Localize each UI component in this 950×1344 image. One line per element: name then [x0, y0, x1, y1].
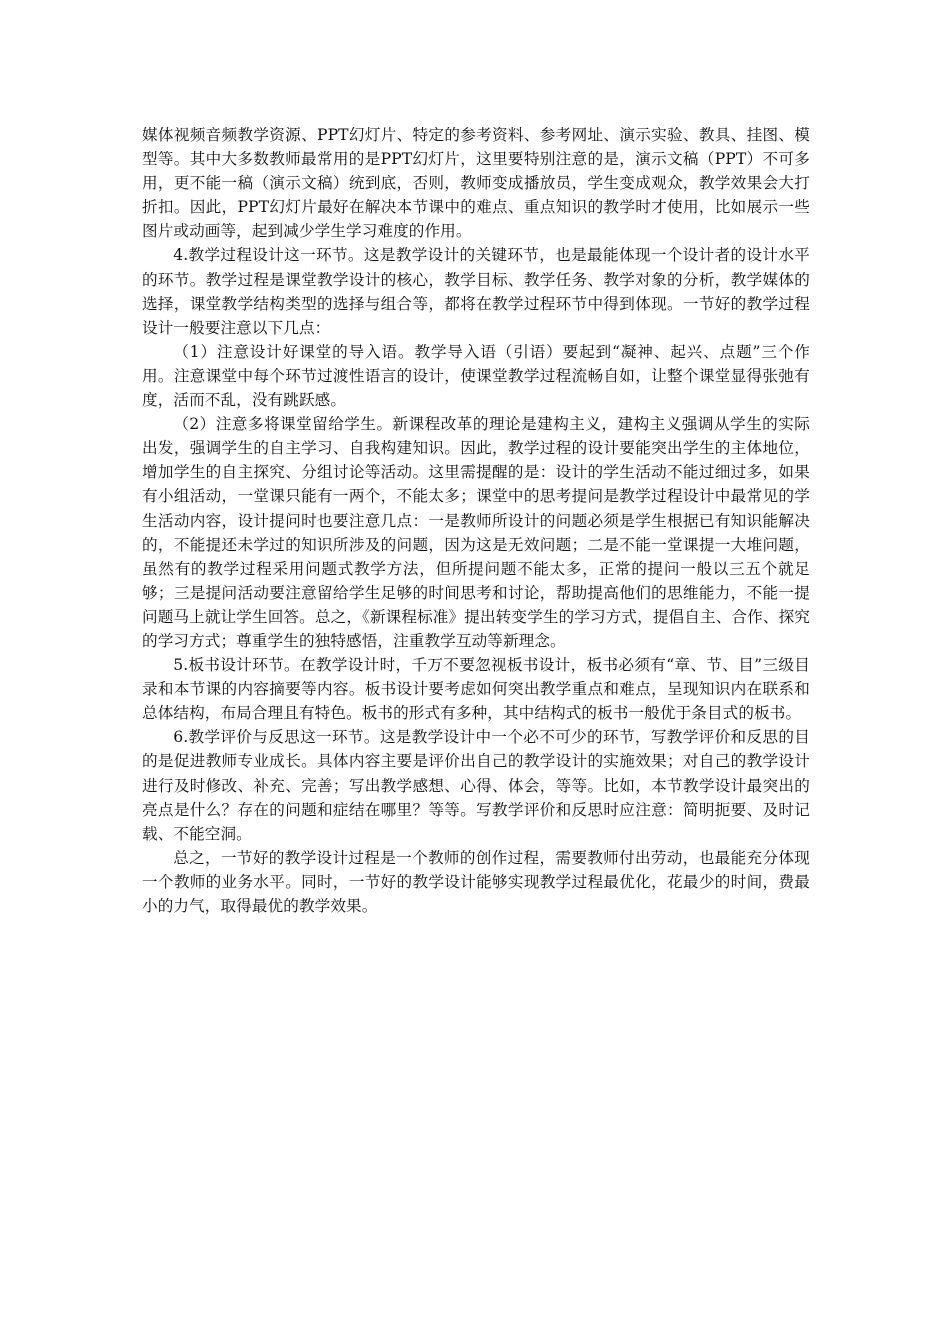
paragraph-blackboard-design: 5.板书设计环节。在教学设计时，千万不要忽视板书设计，板书必须有“章、节、目”三级目录和本节课的内容摘要等内容。板书设计要考虑如何突出教学重点和难点，呈现知识内在联系和总体结构，布局合理且有特色。板书的形式有多种，其中结构式的板书一般优于条目式的板书。 [142, 656, 810, 723]
paragraph-teaching-process: 4.教学过程设计这一环节。这是教学设计的关键环节，也是最能体现一个设计者的设计水平的环节。教学过程是课堂教学设计的核心，教学目标、教学任务、教学对象的分析，教学媒体的选择，课堂教学结构类型的选择与组合等，都将在教学过程环节中得到体现。一节好的教学过程设计一般要注意以下几点： [142, 246, 810, 337]
paragraph-conclusion: 总之，一节好的教学设计过程是一个教师的创作过程，需要教师付出劳动，也最能充分体现一个教师的业务水平。同时，一节好的教学设计能够实现教学过程最优化，花最少的时间，费最小的力气，取得最优的教学效果。 [142, 848, 810, 915]
paragraph-media-resources: 媒体视频音频教学资源、PPT幻灯片、特定的参考资料、参考网址、演示实验、教具、挂图、模型等。其中大多数教师最常用的是PPT幻灯片，这里要特别注意的是，演示文稿（PPT）不可多用，更不能一稿（演示文稿）统到底，否则，教师变成播放员，学生变成观众，教学效果会大打折扣。因此，PPT幻灯片最好在解决本节课中的难点、重点知识的教学时才使用，比如展示一些图片或动画等，起到减少学生学习难度的作用。 [142, 126, 810, 241]
paragraph-student-centered: （2）注意多将课堂留给学生。新课程改革的理论是建构主义，建构主义强调从学生的实际出发，强调学生的自主学习、自我构建知识。因此，教学过程的设计要能突出学生的主体地位，增加学生的自主探究、分组讨论等活动。这里需提醒的是：设计的学生活动不能过细过多，如果有小组活动，一堂课只能有一两个，不能太多；课堂中的思考提问是教学过程设计中最常见的学生活动内容，设计提问时也要注意几点：一是教师所设计的问题必须是学生根据已有知识能解决的，不能提还未学过的知识所涉及的问题，因为这是无效问题；二是不能一堂课提一大堆问题，虽然有的教学过程采用问题式教学方法，但所提问题不能太多，正常的提问一般以三五个就足够；三是提问活动要注意留给学生足够的时间思考和讨论，帮助提高他们的思维能力，不能一提问题马上就让学生回答。总之，《新课程标准》提出转变学生的学习方式，提倡自主、合作、探究的学习方式；尊重学生的独特感悟，注重教学互动等新理念。 [142, 415, 810, 650]
paragraph-evaluation-reflection: 6.教学评价与反思这一环节。这是教学设计中一个必不可少的环节，写教学评价和反思的目的是促进教师专业成长。具体内容主要是评价出自己的教学设计的实施效果；对自己的教学设计进行及时修改、补充、完善；写出教学感想、心得、体会，等等。比如，本节教学设计最突出的亮点是什么？存在的问题和症结在哪里？等等。写教学评价和反思时应注意：简明扼要、及时记载、不能空洞。 [142, 728, 810, 843]
document-page [142, 123, 810, 918]
paragraph-lead-in: （1）注意设计好课堂的导入语。教学导入语（引语）要起到“凝神、起兴、点题”三个作用。注意课堂中每个环节过渡性语言的设计，使课堂教学过程流畅自如，让整个课堂显得张弛有度，活而不乱，没有跳跃感。 [142, 342, 810, 410]
